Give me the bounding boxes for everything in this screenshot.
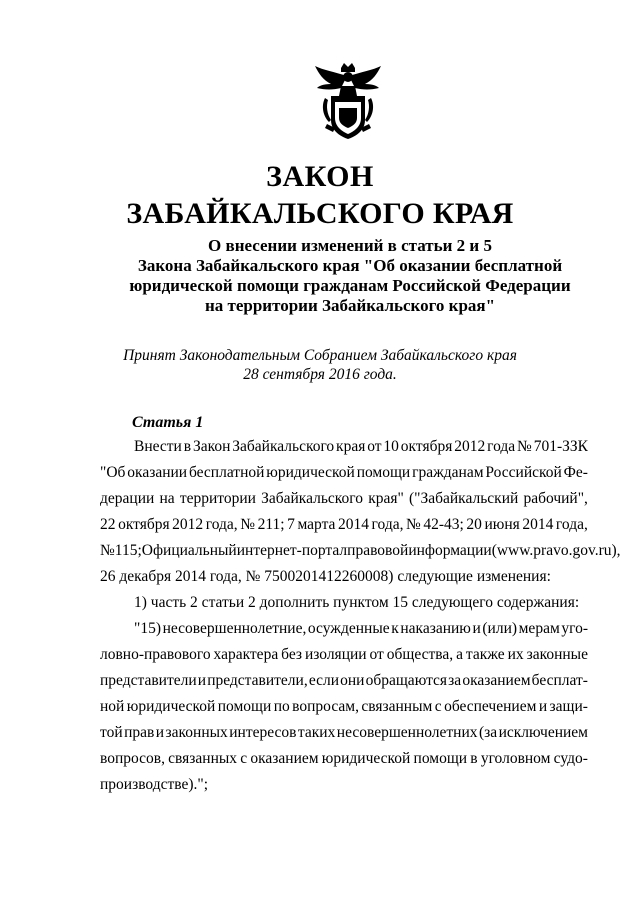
article-word: юридической: [321, 750, 411, 767]
article-word: (за: [478, 724, 498, 741]
article-word: с: [434, 698, 442, 715]
article-word: судо-: [553, 750, 588, 767]
article-word: их: [507, 646, 524, 663]
article-text-line: [100, 434, 588, 460]
article-word: представители: [100, 672, 197, 689]
article-word: 2012: [454, 438, 486, 455]
article-word: 7: [287, 516, 295, 533]
article-word: от: [367, 438, 382, 455]
article-word: к: [391, 620, 399, 637]
article-word: Забайкальского: [232, 438, 335, 455]
article-word: интернет-портал: [236, 542, 348, 559]
article-word: №: [406, 516, 421, 533]
article-word: октября: [118, 516, 170, 533]
article-word: за: [448, 672, 462, 689]
adoption-note: [0, 346, 640, 384]
article-word: исключением: [498, 724, 588, 741]
subtitle-line: на территории Забайкальского края": [204, 296, 496, 315]
article-word: в: [470, 750, 478, 767]
article-word: вопросов,: [100, 750, 165, 767]
article-word: без: [281, 646, 303, 663]
article-word: осужденные: [307, 620, 390, 637]
article-word: оказанием: [462, 672, 531, 689]
article-text-line: [100, 486, 588, 512]
subtitle-line: О внесении изменений в статьи 2 и 5: [208, 236, 492, 255]
subtitle-line: Закона Забайкальского края "Об оказании бесплатной: [137, 256, 563, 275]
article-text-line: [100, 512, 588, 538]
article-word: Забайкальского: [261, 490, 364, 507]
article-word: той: [100, 724, 123, 741]
article-word: 2014: [522, 516, 554, 533]
article-word: "15): [134, 620, 161, 637]
article-word: обращаются: [365, 672, 448, 689]
article-text-line: [100, 538, 621, 564]
article-word: также: [465, 646, 505, 663]
article-word: несовершеннолетних: [336, 724, 478, 741]
article-word: края: [336, 438, 366, 455]
adoption-date: 28 сентября 2016 года.: [243, 366, 397, 383]
article-word: года,: [205, 516, 238, 533]
article-word: а: [456, 646, 463, 663]
article-word: 22: [100, 516, 116, 533]
article-word: и: [197, 672, 207, 689]
article-text-line: [100, 772, 588, 798]
article-text-line: [100, 564, 588, 590]
article-word: интересов: [229, 724, 297, 741]
coat-of-arms-icon: [313, 62, 383, 140]
article-word: марта: [297, 516, 336, 533]
article-body: [100, 434, 621, 798]
article-text-line: [100, 590, 588, 616]
article-word: прав: [124, 724, 155, 741]
article-word: №: [517, 438, 532, 455]
article-word: года,: [555, 516, 588, 533]
article-word: Закон: [192, 438, 231, 455]
document-title-line1: ЗАКОН: [266, 160, 374, 193]
article-word: Фе-: [563, 464, 588, 481]
article-word: 2014: [337, 516, 369, 533]
article-word: по: [273, 698, 290, 715]
article-word: (www.pravo.gov.ru),: [491, 542, 621, 559]
article-word: помощи: [217, 698, 272, 715]
article-word: юридической: [266, 464, 355, 481]
article-heading: Статья 1: [132, 414, 204, 431]
article-word: года: [487, 438, 516, 455]
article-text-line: [100, 616, 588, 642]
article-word: 10: [383, 438, 399, 455]
article-word: и: [538, 698, 548, 715]
article-word: законных: [165, 724, 228, 741]
article-word: края": [368, 490, 404, 507]
article-word: если: [308, 672, 340, 689]
article-word: оказанием: [250, 750, 319, 767]
article-word: вопросам,: [292, 698, 359, 715]
article-word: помощи: [413, 750, 468, 767]
article-word: ной: [100, 698, 125, 715]
article-word: бесплатной: [188, 464, 265, 481]
article-word: они: [340, 672, 365, 689]
article-word: 115;: [114, 542, 142, 559]
document-title-line2: ЗАБАЙКАЛЬСКОГО КРАЯ: [126, 197, 514, 230]
article-word: и: [472, 620, 481, 637]
article-word: представители,: [207, 672, 308, 689]
article-word: наказанию: [400, 620, 471, 637]
article-text-line: [100, 668, 588, 694]
article-word: октября: [400, 438, 453, 455]
article-word: года,: [371, 516, 404, 533]
article-word: 701-ЗЗК: [533, 438, 588, 455]
article-word: 1) часть 2 статьи 2 дополнить пунктом 15 следующего содержания:: [134, 594, 580, 611]
article-word: дерации: [100, 490, 155, 507]
article-text-line: [100, 694, 588, 720]
article-word: бесплат-: [531, 672, 588, 689]
article-word: ("Забайкальский: [408, 490, 519, 507]
article-word: связанным: [361, 698, 433, 715]
article-word: общества,: [386, 646, 454, 663]
article-word: 20: [466, 516, 482, 533]
adoption-line: Принят Законодательным Собранием Забайкальского края: [123, 347, 517, 364]
article-word: 42-43;: [423, 516, 464, 533]
article-word: 26 декабря 2014 года, № 7500201412260008) следующие изменения:: [100, 568, 551, 585]
article-word: уголовном: [480, 750, 551, 767]
article-text-line: [100, 460, 588, 486]
article-word: и: [155, 724, 165, 741]
article-text-line: [100, 720, 588, 746]
article-word: несовершеннолетние,: [162, 620, 307, 637]
article-word: в: [183, 438, 192, 455]
article-word: таких: [297, 724, 336, 741]
article-word: Официальный: [141, 542, 237, 559]
subtitle-line: юридической помощи гражданам Российской Федерации: [129, 276, 571, 295]
article-word: 2012: [172, 516, 204, 533]
article-word: №: [100, 542, 115, 559]
article-word: от: [369, 646, 384, 663]
article-word: оказании: [127, 464, 188, 481]
article-word: информации: [408, 542, 492, 559]
article-word: изоляции: [304, 646, 367, 663]
document-subtitle: [100, 236, 600, 316]
article-word: характера: [213, 646, 279, 663]
article-word: 211;: [257, 516, 285, 533]
article-word: помощи: [356, 464, 411, 481]
article-word: июня: [484, 516, 520, 533]
article-word: связанных: [168, 750, 238, 767]
article-word: "Об: [100, 464, 126, 481]
article-word: правовой: [347, 542, 409, 559]
article-word: территории: [179, 490, 256, 507]
article-word: на: [159, 490, 175, 507]
article-word: мерам: [518, 620, 560, 637]
article-word: обеспечением: [444, 698, 537, 715]
article-word: законные: [526, 646, 588, 663]
article-word: защи-: [549, 698, 588, 715]
article-word: уго-: [561, 620, 588, 637]
article-word: производстве).";: [100, 776, 209, 793]
article-word: №: [240, 516, 256, 533]
article-word: рабочий",: [523, 490, 588, 507]
article-word: ловно-правового: [100, 646, 211, 663]
article-word: гражданам: [412, 464, 484, 481]
article-word: Внести: [134, 438, 182, 455]
article-word: юридической: [126, 698, 216, 715]
article-text-line: [100, 746, 588, 772]
article-word: Российской: [485, 464, 562, 481]
article-word: (или): [482, 620, 518, 637]
article-word: с: [240, 750, 248, 767]
article-text-line: [100, 642, 588, 668]
